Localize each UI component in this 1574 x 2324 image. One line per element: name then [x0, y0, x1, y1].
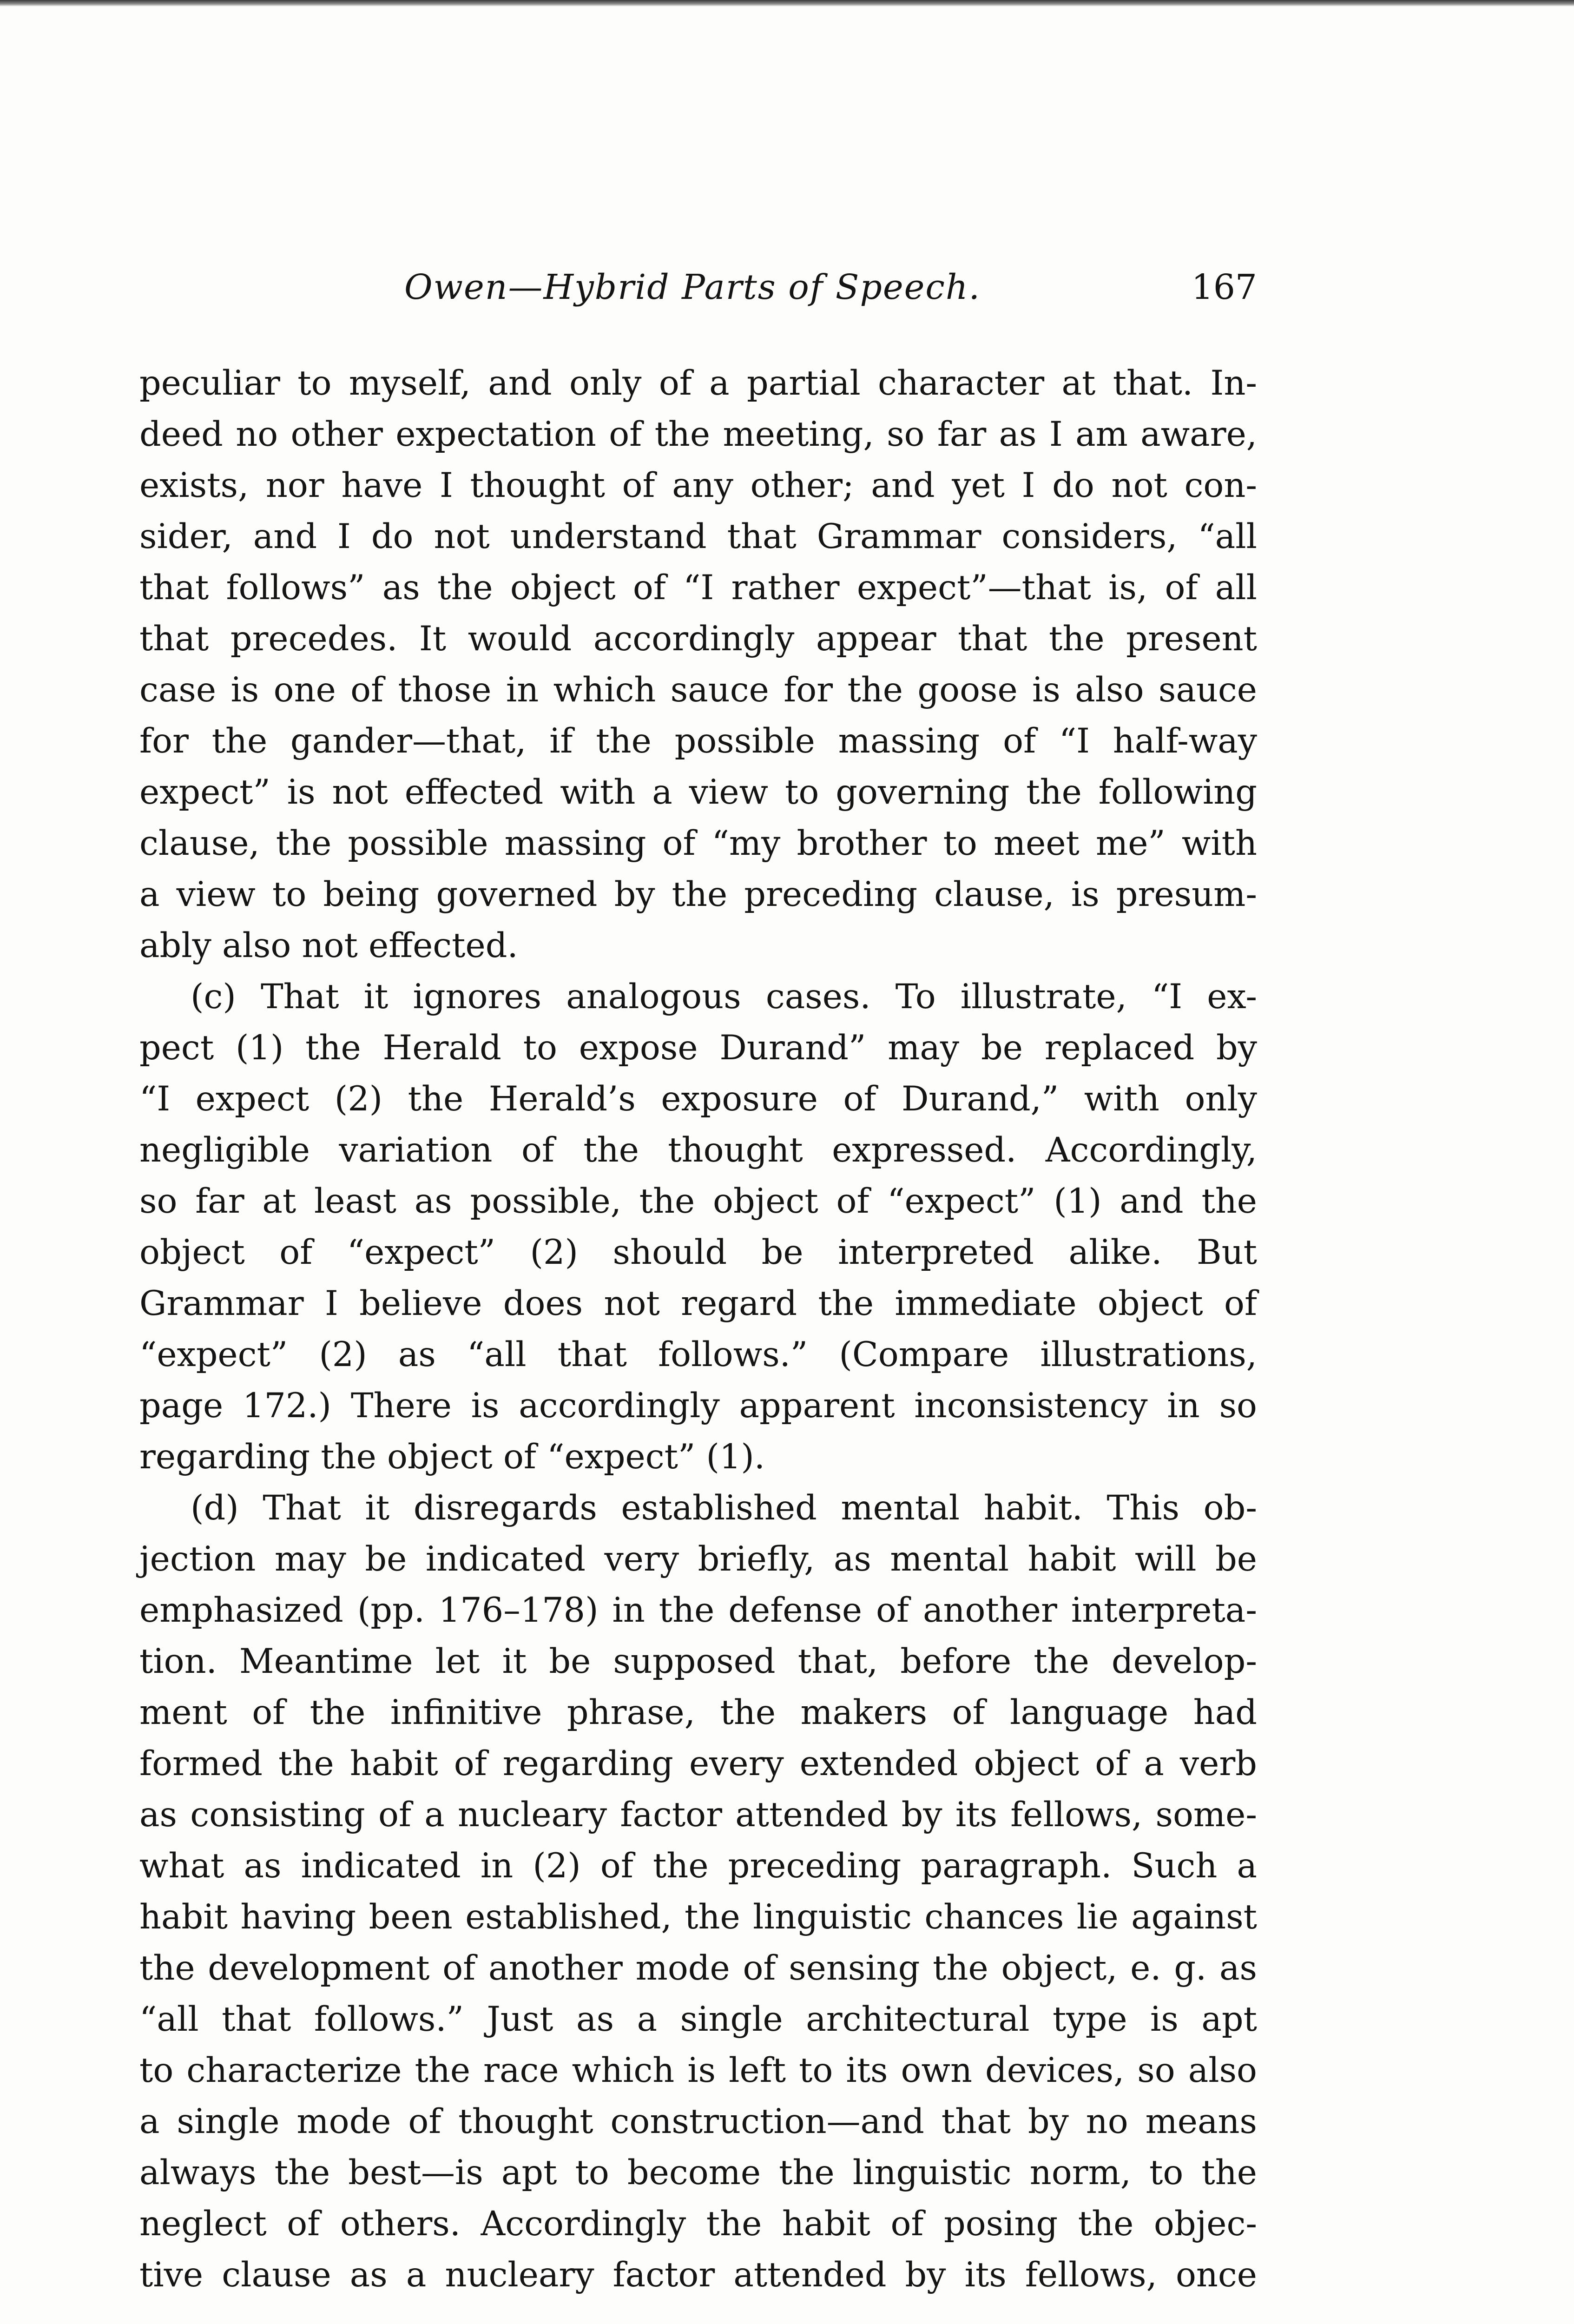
paragraph-end-line: ably also not effected.	[139, 926, 518, 965]
text-line: expect” is not effected with a view to governing the following	[139, 772, 1257, 812]
text-line: what as indicated in (2) of the preceding paragraph. Such a	[139, 1846, 1257, 1886]
page-number: 167	[1191, 267, 1257, 307]
text-line: peculiar to myself, and only of a partial character at that. In-	[139, 363, 1257, 403]
text-line: habit having been established, the linguistic chances lie against	[139, 1897, 1257, 1937]
text-line: as consisting of a nucleary factor attended by its fellows, some-	[139, 1795, 1257, 1835]
text-line: case is one of those in which sauce for the goose is also sauce	[139, 670, 1257, 710]
body-text	[139, 358, 1257, 2301]
text-line: exists, nor have I thought of any other; and yet I do not con-	[139, 466, 1257, 505]
paragraph-d-start: (d) That it disregards established mental habit. This ob-	[191, 1488, 1257, 1528]
text-line: always the best—is apt to become the linguistic norm, to the	[139, 2153, 1257, 2192]
paragraph-c-start: (c) That it ignores analogous cases. To illustrate, “I ex-	[191, 977, 1257, 1017]
text-line: negligible variation of the thought expressed. Accordingly,	[139, 1130, 1257, 1170]
text-line: “expect” (2) as “all that follows.” (Compare illustrations,	[139, 1335, 1257, 1374]
running-head: Owen—Hybrid Parts of Speech.	[404, 267, 981, 307]
text-line: formed the habit of regarding every extended object of a verb	[139, 1744, 1257, 1783]
text-line: “I expect (2) the Herald’s exposure of Durand,” with only	[139, 1079, 1257, 1119]
text-line: tive clause as a nucleary factor attended by its fellows, once	[139, 2255, 1257, 2295]
text-line: tion. Meantime let it be supposed that, before the develop-	[139, 1642, 1257, 1681]
text-line: object of “expect” (2) should be interpreted alike. But	[139, 1233, 1257, 1272]
text-line: to characterize the race which is left to its own devices, so also	[139, 2051, 1257, 2090]
text-line: clause, the possible massing of “my brother to meet me” with	[139, 824, 1257, 863]
page-header	[139, 264, 1257, 310]
scan-top-edge	[0, 0, 1574, 7]
text-line: neglect of others. Accordingly the habit of posing the objec-	[139, 2204, 1257, 2244]
text-line: pect (1) the Herald to expose Durand” may be replaced by	[139, 1028, 1257, 1068]
text-line: the development of another mode of sensing the object, e. g. as	[139, 1948, 1257, 1988]
text-line: page 172.) There is accordingly apparent inconsistency in so	[139, 1386, 1257, 1426]
text-line: a view to being governed by the preceding clause, is presum-	[139, 875, 1257, 914]
text-line: deed no other expectation of the meeting, so far as I am aware,	[139, 415, 1257, 454]
text-line: sider, and I do not understand that Grammar considers, “all	[139, 517, 1257, 556]
paragraph-end-line: regarding the object of “expect” (1).	[139, 1437, 765, 1477]
text-line: “all that follows.” Just as a single architectural type is apt	[139, 2000, 1257, 2039]
text-line: for the gander—that, if the possible massing of “I half-way	[139, 721, 1257, 761]
text-line: a single mode of thought construction—and that by no means	[139, 2102, 1257, 2141]
text-line: emphasized (pp. 176–178) in the defense of another interpreta-	[139, 1591, 1257, 1630]
text-line: jection may be indicated very briefly, as mental habit will be	[139, 1539, 1257, 1579]
text-line: that precedes. It would accordingly appear that the present	[139, 619, 1257, 659]
text-line: ment of the infinitive phrase, the makers of language had	[139, 1693, 1257, 1732]
text-line: that follows” as the object of “I rather expect”—that is, of all	[139, 568, 1257, 607]
text-line: so far at least as possible, the object of “expect” (1) and the	[139, 1182, 1257, 1221]
text-line: Grammar I believe does not regard the immediate object of	[139, 1284, 1257, 1323]
